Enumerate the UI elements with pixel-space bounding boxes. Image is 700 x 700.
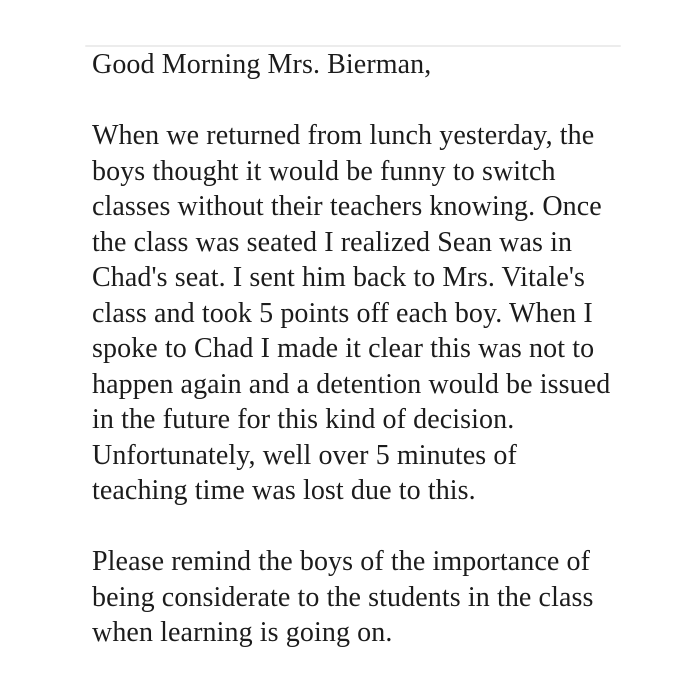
text-line: when learning is going on. [92, 617, 393, 648]
text-line: classes without their teachers knowing. Once [92, 191, 602, 222]
text-line: Good Morning Mrs. Bierman, [92, 49, 432, 80]
paragraph-greeting [92, 47, 652, 83]
letter-body [92, 47, 652, 651]
text-line: Chad's seat. I sent him back to Mrs. Vitale's [92, 262, 585, 293]
text-line: Please remind the boys of the importance of [92, 546, 591, 577]
paragraph-closing-request [92, 544, 652, 651]
text-line: boys thought it would be funny to switch [92, 155, 556, 187]
text-line: spoke to Chad I made it clear this was not to [92, 333, 595, 364]
text-line: being considerate to the students in the class [92, 581, 594, 613]
text-line: class and took 5 points off each boy. When I [92, 297, 593, 329]
text-line: teaching time was lost due to this. [92, 475, 476, 506]
text-line: happen again and a detention would be issued [92, 368, 611, 400]
text-line: When we returned from lunch yesterday, the [92, 120, 595, 151]
text-line: in the future for this kind of decision. [92, 404, 515, 435]
text-line: Unfortunately, well over 5 minutes of [92, 439, 517, 471]
text-line: the class was seated I realized Sean was in [92, 226, 573, 258]
paragraph-body [92, 118, 652, 509]
